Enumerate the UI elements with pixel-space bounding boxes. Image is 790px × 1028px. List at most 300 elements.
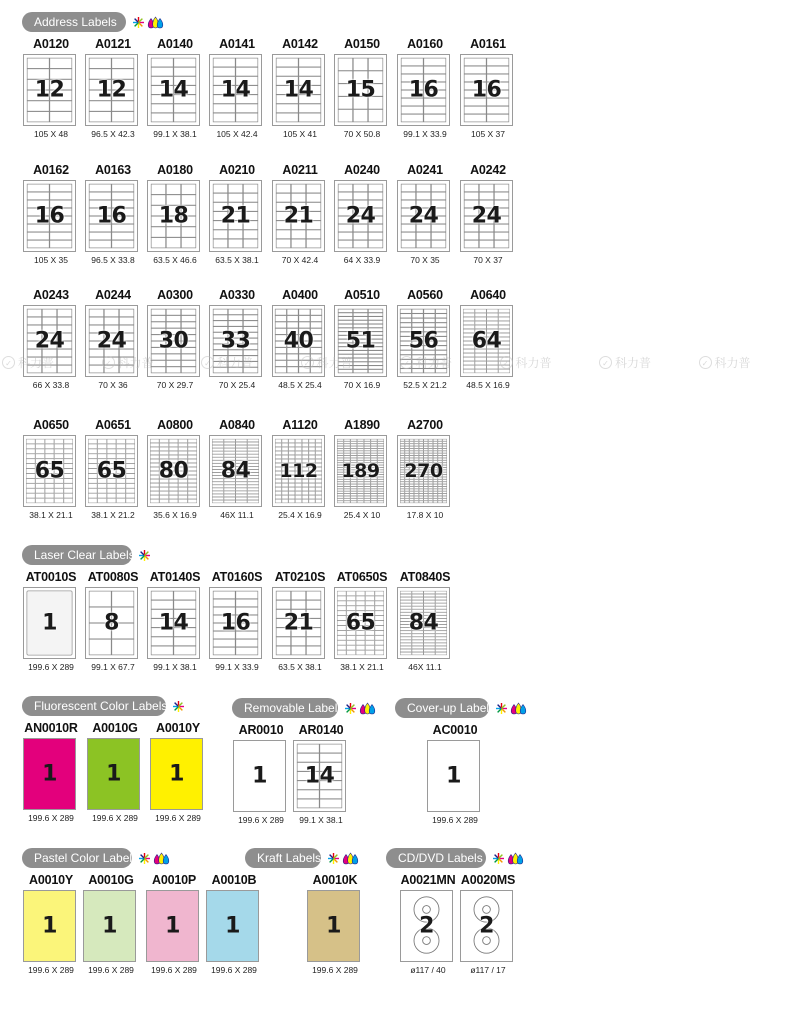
color-burst-icon: [495, 702, 508, 715]
product-code: A0640: [470, 288, 506, 302]
label-dimensions: 52.5 X 21.2: [403, 380, 447, 390]
label-dimensions: 105 X 48: [33, 129, 69, 139]
label-cell: [431, 184, 445, 192]
label-cell: [433, 446, 437, 448]
label-cell: [107, 488, 116, 493]
label-product-card[interactable]: [395, 418, 455, 522]
label-cell: [419, 496, 423, 498]
label-product-card[interactable]: [145, 163, 205, 267]
label-cell: [320, 799, 342, 808]
label-dimensions: 99.1 X 38.1: [299, 815, 343, 825]
label-cell: [371, 501, 377, 503]
product-code: AC0010: [432, 723, 478, 737]
label-product-card[interactable]: [83, 418, 143, 522]
product-code: A1120: [282, 418, 318, 432]
label-cell: [347, 645, 356, 650]
product-code: A0650: [33, 418, 69, 432]
label-cell: [179, 495, 188, 499]
label-cell: [351, 482, 357, 484]
label-product-card[interactable]: [207, 288, 267, 392]
label-cell: [487, 353, 498, 357]
label-cell: [479, 232, 493, 240]
label-cell: [344, 494, 350, 496]
label-cell: [371, 499, 377, 501]
label-cell: [416, 232, 430, 240]
label-cell: [309, 439, 315, 443]
label-cell: [337, 640, 346, 645]
label-cell: [429, 444, 433, 446]
label-cell: [311, 360, 322, 366]
label-cell: [289, 499, 295, 503]
labels-per-sheet-count: 112: [279, 460, 318, 482]
label-cell: [316, 491, 322, 495]
labels-per-sheet-count: 21: [220, 203, 251, 229]
label-cell: [378, 491, 384, 493]
label-product-card[interactable]: [395, 163, 455, 267]
label-product-card[interactable]: [207, 418, 267, 522]
product-code: A0021MN: [400, 873, 456, 887]
label-cell: [410, 499, 414, 501]
label-cell: [50, 240, 72, 248]
label-cell: [494, 240, 508, 248]
label-cell: [174, 600, 196, 609]
label-cell: [299, 367, 310, 373]
label-product-card[interactable]: [83, 37, 143, 141]
label-cell: [412, 314, 423, 318]
color-burst-icon: [492, 852, 505, 865]
label-cell: [282, 455, 288, 459]
label-cell: [166, 367, 180, 373]
label-cell: [344, 487, 350, 489]
label-product-card[interactable]: [21, 37, 81, 141]
label-cell: [424, 360, 435, 364]
label-product-card[interactable]: [395, 288, 455, 392]
label-cell: [150, 483, 159, 487]
label-cell: [228, 309, 242, 314]
label-cell: [26, 484, 35, 489]
label-cell: [212, 488, 223, 491]
section-title-pill: Kraft Labels: [245, 848, 321, 868]
label-cell: [89, 365, 103, 373]
disc-hub-outline: [483, 906, 491, 914]
label-product-card[interactable]: [332, 418, 392, 522]
label-cell: [42, 357, 56, 365]
label-cell: [181, 309, 195, 315]
label-cell: [188, 487, 197, 491]
label-cell: [351, 439, 357, 441]
label-cell: [475, 361, 486, 365]
label-cell: [224, 442, 235, 445]
label-product-card[interactable]: [332, 163, 392, 267]
label-cell: [299, 113, 321, 122]
label-cell: [464, 192, 478, 200]
label-cell: [443, 501, 447, 503]
label-cell: [88, 493, 97, 498]
label-cell: [443, 441, 447, 443]
disc-hub-outline: [423, 906, 431, 914]
label-cell: [351, 487, 357, 489]
section-title-pill: Address Labels: [22, 12, 126, 32]
labels-per-sheet-count: 1: [252, 763, 267, 789]
label-cell: [351, 496, 357, 498]
label-cell: [424, 496, 428, 498]
labels-per-sheet-count: 8: [104, 610, 119, 636]
product-code: AT0160S: [211, 570, 263, 584]
watermark-circle-icon: ✓: [699, 356, 712, 369]
label-dimensions: 199.6 X 289: [28, 965, 74, 975]
label-cell: [57, 357, 71, 365]
label-cell: [499, 369, 510, 373]
label-cell: [364, 494, 370, 496]
product-code: A0800: [157, 418, 193, 432]
label-cell: [107, 498, 116, 503]
product-code: A0330: [219, 288, 255, 302]
label-cell: [276, 104, 298, 113]
label-cell: [55, 488, 64, 493]
label-product-card[interactable]: [458, 873, 518, 977]
printer-compat-icons: [172, 698, 185, 714]
label-cell: [316, 487, 322, 491]
label-cell: [289, 439, 295, 443]
product-code: A0163: [95, 163, 131, 177]
label-cell: [213, 104, 235, 113]
label-cell: [371, 439, 377, 441]
label-cell: [410, 484, 414, 486]
label-cell: [150, 495, 159, 499]
label-cell: [405, 441, 409, 443]
label-cell: [412, 649, 423, 652]
label-cell: [419, 482, 423, 484]
label-cell: [88, 439, 97, 444]
label-cell: [366, 636, 375, 641]
label-cell: [405, 499, 409, 501]
label-cell: [64, 498, 73, 503]
label-cell: [463, 309, 474, 313]
label-cell: [410, 449, 414, 451]
label-cell: [424, 646, 435, 649]
label-product-card[interactable]: [458, 288, 518, 392]
label-cell: [275, 439, 281, 443]
label-product-card[interactable]: [21, 418, 81, 522]
label-product-card[interactable]: [145, 288, 205, 392]
label-product-card[interactable]: [305, 873, 365, 977]
label-cell: [166, 322, 180, 328]
label-cell: [433, 451, 437, 453]
label-dimensions: 35.6 X 16.9: [153, 510, 197, 520]
label-cell: [438, 482, 442, 484]
label-cell: [174, 104, 196, 113]
label-cell: [275, 499, 281, 503]
label-cell: [337, 484, 343, 486]
label-dimensions: 25.4 X 10: [343, 510, 381, 520]
label-product-card[interactable]: [332, 37, 392, 141]
product-code: AT0080S: [87, 570, 139, 584]
label-cell: [463, 313, 474, 317]
label-cell: [424, 451, 428, 453]
label-cell: [151, 104, 173, 113]
label-cell: [224, 439, 235, 442]
label-cell: [410, 494, 414, 496]
label-product-card[interactable]: [145, 37, 205, 141]
labels-per-sheet-count: 1: [102, 913, 117, 939]
label-cell: [299, 104, 321, 113]
label-cell: [299, 309, 310, 315]
label-cell: [353, 240, 367, 248]
label-cell: [436, 649, 447, 652]
label-cell: [433, 456, 437, 458]
label-cell: [400, 449, 404, 451]
label-sheet-thumbnail: [334, 180, 387, 252]
label-cell: [126, 439, 135, 444]
label-cell: [405, 487, 409, 489]
label-cell: [287, 309, 298, 315]
label-cell: [98, 488, 107, 493]
label-cell: [337, 494, 343, 496]
label-cell: [316, 499, 322, 503]
label-product-card[interactable]: [458, 163, 518, 267]
label-cell: [338, 320, 352, 323]
label-cell: [405, 456, 409, 458]
label-cell: [337, 449, 343, 451]
watermark-circle-icon: ✓: [301, 356, 314, 369]
label-cell: [378, 482, 384, 484]
label-cell: [487, 357, 498, 361]
label-cell: [463, 361, 474, 365]
label-cell: [353, 362, 367, 365]
label-product-card[interactable]: [21, 721, 81, 825]
label-cell: [405, 451, 409, 453]
label-cell: [429, 494, 433, 496]
label-cell: [499, 321, 510, 325]
label-cell: [375, 601, 384, 606]
labels-per-sheet-count: 16: [220, 610, 251, 636]
label-cell: [400, 482, 404, 484]
label-product-card[interactable]: [85, 721, 145, 825]
label-product-card[interactable]: [145, 418, 205, 522]
color-burst-icon: [138, 549, 151, 562]
label-cell: [338, 58, 352, 70]
label-cell: [337, 601, 346, 606]
label-cell: [351, 453, 357, 455]
label-cell: [126, 484, 135, 489]
label-product-card[interactable]: [458, 37, 518, 141]
product-code: A0010P: [152, 873, 196, 887]
label-dimensions: 38.1 X 21.2: [91, 510, 135, 520]
label-product-card[interactable]: [21, 873, 81, 977]
label-product-card[interactable]: [270, 163, 330, 267]
label-cell: [276, 230, 290, 239]
label-cell: [443, 453, 447, 455]
label-product-card[interactable]: [21, 288, 81, 392]
label-cell: [89, 240, 111, 248]
label-dimensions: 199.6 X 289: [432, 815, 478, 825]
label-cell: [443, 456, 447, 458]
label-cell: [400, 456, 404, 458]
label-cell: [55, 449, 64, 454]
label-product-card[interactable]: [145, 570, 205, 674]
label-cell: [414, 499, 418, 501]
label-cell: [26, 439, 35, 444]
label-cell: [410, 451, 414, 453]
label-sheet-thumbnail: [85, 305, 138, 377]
label-cell: [371, 482, 377, 484]
label-cell: [366, 596, 375, 601]
label-product-card[interactable]: [83, 570, 143, 674]
label-product-card[interactable]: [83, 163, 143, 267]
label-cell: [412, 597, 423, 600]
label-product-card[interactable]: [207, 570, 267, 674]
label-cell: [479, 240, 493, 248]
label-product-card[interactable]: [270, 37, 330, 141]
label-sheet-thumbnail: [272, 180, 325, 252]
product-code: AT0210S: [274, 570, 326, 584]
label-product-card[interactable]: [207, 163, 267, 267]
label-cell: [112, 184, 134, 192]
label-cell: [89, 112, 111, 122]
label-product-card[interactable]: [270, 288, 330, 392]
label-cell: [306, 184, 320, 193]
label-product-card[interactable]: [148, 721, 208, 825]
label-cell: [443, 499, 447, 501]
watermark-text: 科力普: [217, 355, 254, 370]
label-cell: [344, 441, 350, 443]
label-cell: [344, 439, 350, 441]
label-sheet-thumbnail: [206, 890, 259, 962]
labels-per-sheet-count: 56: [408, 328, 439, 354]
label-cell: [405, 449, 409, 451]
label-cell: [371, 441, 377, 443]
label-product-card[interactable]: [207, 37, 267, 141]
label-cell: [289, 455, 295, 459]
label-product-card[interactable]: [81, 873, 141, 977]
label-cell: [414, 489, 418, 491]
label-cell: [275, 354, 286, 360]
label-sheet-thumbnail: [460, 180, 513, 252]
label-cell: [487, 321, 498, 325]
labels-per-sheet-count: 21: [283, 610, 314, 636]
label-cell: [475, 313, 486, 317]
label-cell: [357, 489, 363, 491]
label-cell: [169, 499, 178, 503]
label-cell: [364, 439, 370, 441]
label-cell: [174, 646, 196, 655]
labels-per-sheet-count: 14: [304, 763, 335, 789]
label-product-card[interactable]: [270, 418, 330, 522]
label-cell: [368, 240, 382, 248]
label-cell: [338, 192, 352, 200]
label-product-card[interactable]: [21, 163, 81, 267]
label-product-card[interactable]: [144, 873, 204, 977]
label-cell: [366, 650, 375, 655]
label-cell: [119, 357, 133, 365]
label-cell: [475, 309, 486, 313]
label-sheet-thumbnail: [147, 435, 200, 507]
product-code: A0162: [33, 163, 69, 177]
label-cell: [282, 483, 288, 487]
label-cell: [410, 439, 414, 441]
label-cell: [302, 491, 308, 495]
label-cell: [55, 444, 64, 449]
label-cell: [344, 489, 350, 491]
color-burst-icon: [172, 700, 185, 713]
labels-per-sheet-count: 51: [345, 328, 376, 354]
label-cell: [248, 451, 259, 454]
label-cell: [55, 498, 64, 503]
label-product-card[interactable]: [425, 723, 485, 827]
label-dimensions: 70 X 36: [98, 380, 128, 390]
label-cell: [375, 645, 384, 650]
label-cell: [181, 354, 195, 360]
label-product-card[interactable]: [83, 288, 143, 392]
label-sheet-thumbnail: [147, 180, 200, 252]
label-product-card[interactable]: [395, 37, 455, 141]
label-product-card[interactable]: [398, 873, 458, 977]
label-cell: [181, 184, 195, 194]
label-cell: [26, 449, 35, 454]
label-cell: [213, 591, 235, 599]
labels-per-sheet-count: 1: [446, 763, 461, 789]
label-product-card[interactable]: [395, 570, 455, 674]
label-product-card[interactable]: [204, 873, 264, 977]
label-product-card[interactable]: [332, 288, 392, 392]
label-cell: [410, 446, 414, 448]
label-product-card[interactable]: [21, 570, 81, 674]
label-cell: [357, 487, 363, 489]
product-code: A0560: [407, 288, 443, 302]
label-product-card[interactable]: [231, 723, 291, 827]
label-cell: [212, 485, 223, 488]
label-product-card[interactable]: [291, 723, 351, 827]
watermark-logo: [599, 350, 691, 374]
label-dimensions: 199.6 X 289: [28, 813, 74, 823]
label-cell: [410, 453, 414, 455]
product-code: A0140: [157, 37, 193, 51]
label-cell: [236, 639, 258, 647]
label-cell: [368, 58, 382, 70]
label-dimensions: 38.1 X 21.1: [340, 662, 384, 672]
label-product-card[interactable]: [332, 570, 392, 674]
label-cell: [295, 439, 301, 443]
label-cell: [291, 646, 305, 655]
product-code: A0142: [282, 37, 318, 51]
labels-per-sheet-count: 1: [225, 913, 240, 939]
label-cell: [295, 483, 301, 487]
label-dimensions: 96.5 X 42.3: [91, 129, 135, 139]
label-cell: [174, 591, 196, 600]
label-sheet-thumbnail: [427, 740, 480, 812]
label-cell: [213, 309, 227, 314]
label-cell: [378, 446, 384, 448]
label-sheet-thumbnail: [397, 305, 453, 377]
label-cell: [424, 114, 446, 122]
label-cell: [368, 184, 382, 192]
label-cell: [400, 360, 411, 364]
label-cell: [368, 192, 382, 200]
label-cell: [400, 594, 411, 597]
label-cell: [98, 444, 107, 449]
label-cell: [424, 364, 435, 368]
label-cell: [160, 495, 169, 499]
label-cell: [248, 448, 259, 451]
label-cell: [151, 637, 173, 646]
label-cell: [337, 489, 343, 491]
label-product-card[interactable]: [270, 570, 330, 674]
label-cell: [364, 444, 370, 446]
label-cell: [419, 439, 423, 441]
label-dimensions: 199.6 X 289: [28, 662, 74, 672]
label-cell: [424, 439, 428, 441]
label-cell: [309, 483, 315, 487]
